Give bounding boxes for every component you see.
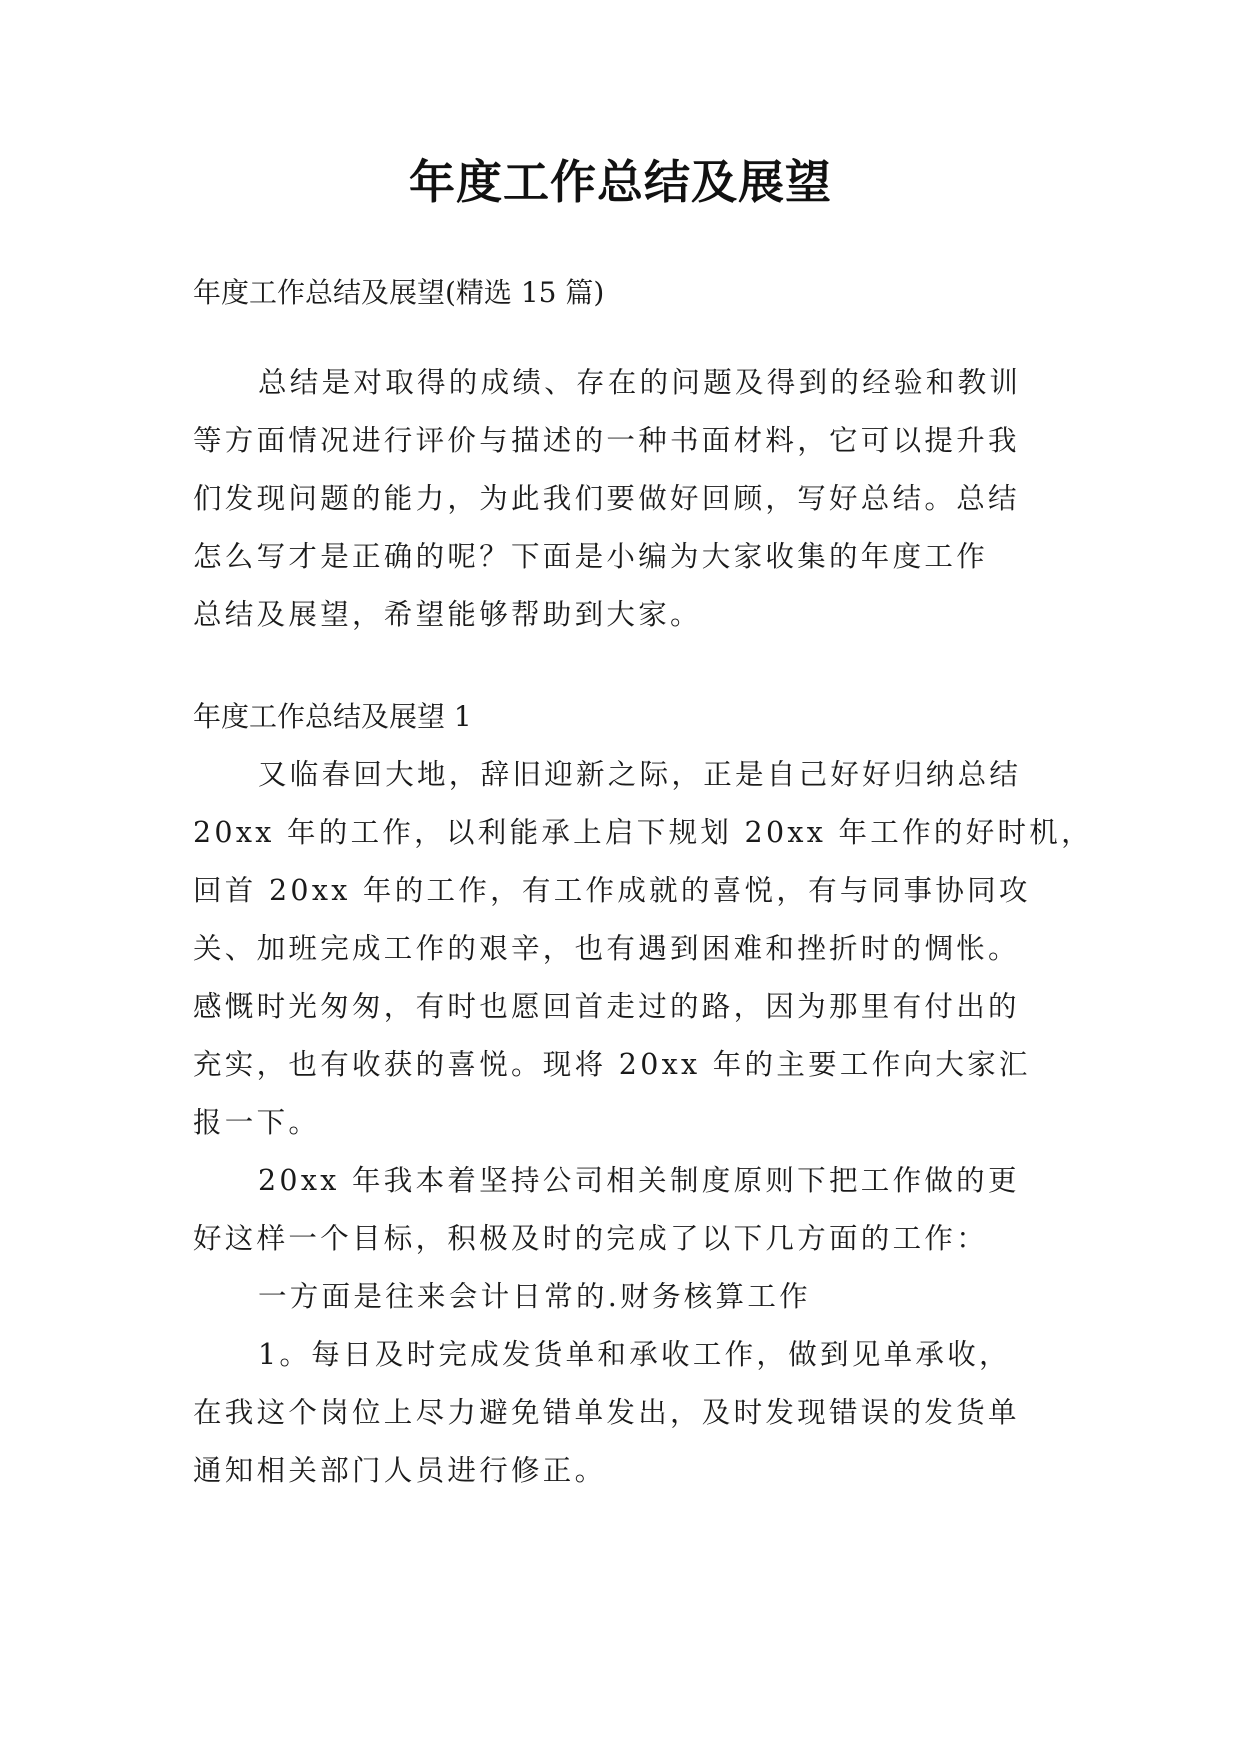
- section-heading: 年度工作总结及展望 1: [193, 700, 472, 733]
- intro-line: 怎么写才是正确的呢？下面是小编为大家收集的年度工作: [193, 540, 989, 573]
- body-line: 报一下。: [193, 1106, 321, 1139]
- body-line: 感慨时光匆匆，有时也愿回首走过的路，因为那里有付出的: [193, 990, 1020, 1023]
- intro-line: 总结及展望，希望能够帮助到大家。: [193, 598, 702, 631]
- intro-line: 总结是对取得的成绩、存在的问题及得到的经验和教训: [258, 366, 1022, 399]
- intro-line: 等方面情况进行评价与描述的一种书面材料，它可以提升我: [193, 424, 1020, 457]
- body-line: 关、加班完成工作的艰辛，也有遇到困难和挫折时的惆怅。: [193, 932, 1020, 965]
- document-subtitle: 年度工作总结及展望(精选 15 篇): [193, 276, 605, 309]
- document-title: 年度工作总结及展望: [409, 155, 832, 209]
- body-line: 通知相关部门人员进行修正。: [193, 1454, 607, 1487]
- body-line: 充实，也有收获的喜悦。现将 20xx 年的主要工作向大家汇: [193, 1048, 1031, 1081]
- body-line: 一方面是往来会计日常的.财务核算工作: [258, 1280, 811, 1313]
- body-line: 20xx 年的工作，以利能承上启下规划 20xx 年工作的好时机，: [193, 816, 1093, 849]
- body-line: 好这样一个目标，积极及时的完成了以下几方面的工作：: [193, 1222, 989, 1255]
- body-line: 又临春回大地，辞旧迎新之际，正是自己好好归纳总结: [258, 758, 1022, 791]
- intro-line: 们发现问题的能力，为此我们要做好回顾，写好总结。总结: [193, 482, 1020, 515]
- body-line: 在我这个岗位上尽力避免错单发出，及时发现错误的发货单: [193, 1396, 1020, 1429]
- body-line: 回首 20xx 年的工作，有工作成就的喜悦，有与同事协同攻: [193, 874, 1031, 907]
- body-line: 20xx 年我本着坚持公司相关制度原则下把工作做的更: [258, 1164, 1020, 1197]
- body-line: 1。每日及时完成发货单和承收工作，做到见单承收，: [258, 1338, 1011, 1371]
